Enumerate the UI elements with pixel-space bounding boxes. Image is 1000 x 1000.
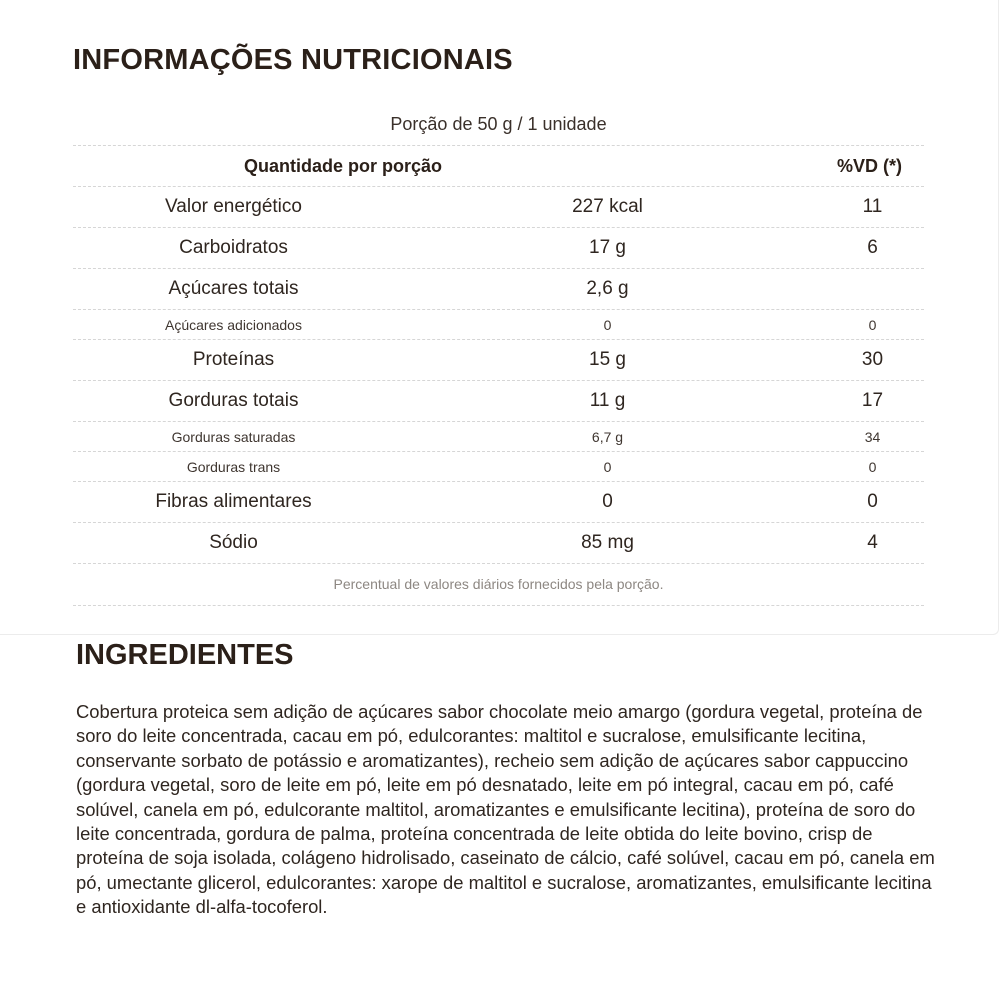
nutrient-name: Gorduras saturadas (171, 428, 296, 445)
nutrition-table (73, 104, 924, 606)
nutrient-dv: 4 (867, 532, 878, 553)
nutrient-amount: 85 mg (581, 532, 634, 553)
nutrient-dv: 0 (868, 458, 877, 475)
nutrient-amount: 6,7 g (591, 428, 624, 445)
quantity-header: Quantidade por porção (243, 155, 443, 176)
table-row (73, 310, 924, 340)
nutrient-amount: 0 (603, 316, 612, 333)
nutrition-title: INFORMAÇÕES NUTRICIONAIS (73, 44, 513, 76)
nutrient-name: Gorduras totais (168, 390, 299, 411)
nutrient-name: Carboidratos (179, 237, 288, 258)
nutrient-name: Fibras alimentares (155, 491, 312, 512)
nutrient-dv: 0 (868, 316, 877, 333)
nutrient-dv: 30 (861, 349, 884, 370)
table-header (73, 146, 924, 187)
table-row (73, 269, 924, 310)
dv-footnote: Percentual de valores diários fornecidos pela porção. (73, 564, 924, 606)
table-row (73, 523, 924, 564)
nutrient-name: Açúcares totais (168, 278, 299, 299)
nutrient-amount: 0 (603, 458, 612, 475)
table-row (73, 452, 924, 482)
nutrient-name: Valor energético (165, 196, 302, 217)
nutrient-amount: 227 kcal (572, 196, 643, 217)
nutrient-amount: 0 (602, 491, 613, 512)
table-row (73, 482, 924, 523)
nutrient-name: Gorduras trans (186, 458, 281, 475)
nutrient-name: Proteínas (192, 349, 275, 370)
nutrient-name: Sódio (209, 532, 258, 553)
nutrient-dv: 34 (864, 428, 881, 445)
nutrient-dv: 6 (867, 237, 878, 258)
table-row (73, 381, 924, 422)
nutrient-name: Açúcares adicionados (165, 316, 302, 333)
table-row (73, 340, 924, 381)
dv-header: %VD (*) (836, 155, 902, 176)
portion-size: Porção de 50 g / 1 unidade (73, 104, 924, 146)
nutrient-amount: 17 g (589, 237, 626, 258)
nutrient-dv: 0 (867, 491, 878, 512)
nutrient-dv: 11 (862, 196, 883, 217)
nutrient-amount: 15 g (589, 349, 626, 370)
nutrient-amount: 2,6 g (586, 278, 629, 299)
ingredients-title: INGREDIENTES (76, 639, 294, 671)
ingredients-text: Cobertura proteica sem adição de açúcares sabor chocolate meio amargo (gordura vegetal, proteína de soro do leite concentrada, cacau em pó, edulcorantes: maltitol e sucralose, emulsificante lecitina, conservante sorbato de potássio e aromatizantes), recheio sem adição de açúcares sabor cappuccino (gordura vegetal, soro de leite em pó, leite em pó desnatado, leite em pó integral, cacau em pó, café solúvel, canela em pó, edulcorante maltitol, aromatizantes e emulsificante lecitina), proteína de soro do leite concentrada, gordura de palma, proteína concentrada de leite obtida do leite bovino, crisp de proteína de soja isolada, colágeno hidrolisado, caseinato de cálcio, café solúvel, cacau em pó, canela em pó, umectante glicerol, edulcorantes: xarope de maltitol e sucralose, aromatizantes, emulsificante lecitina e antioxidante dl-alfa-tocoferol. (76, 701, 935, 918)
table-row (73, 228, 924, 269)
table-row (73, 187, 924, 228)
table-row (73, 422, 924, 452)
nutrient-amount: 11 g (589, 390, 626, 411)
nutrient-dv: 17 (861, 390, 884, 411)
